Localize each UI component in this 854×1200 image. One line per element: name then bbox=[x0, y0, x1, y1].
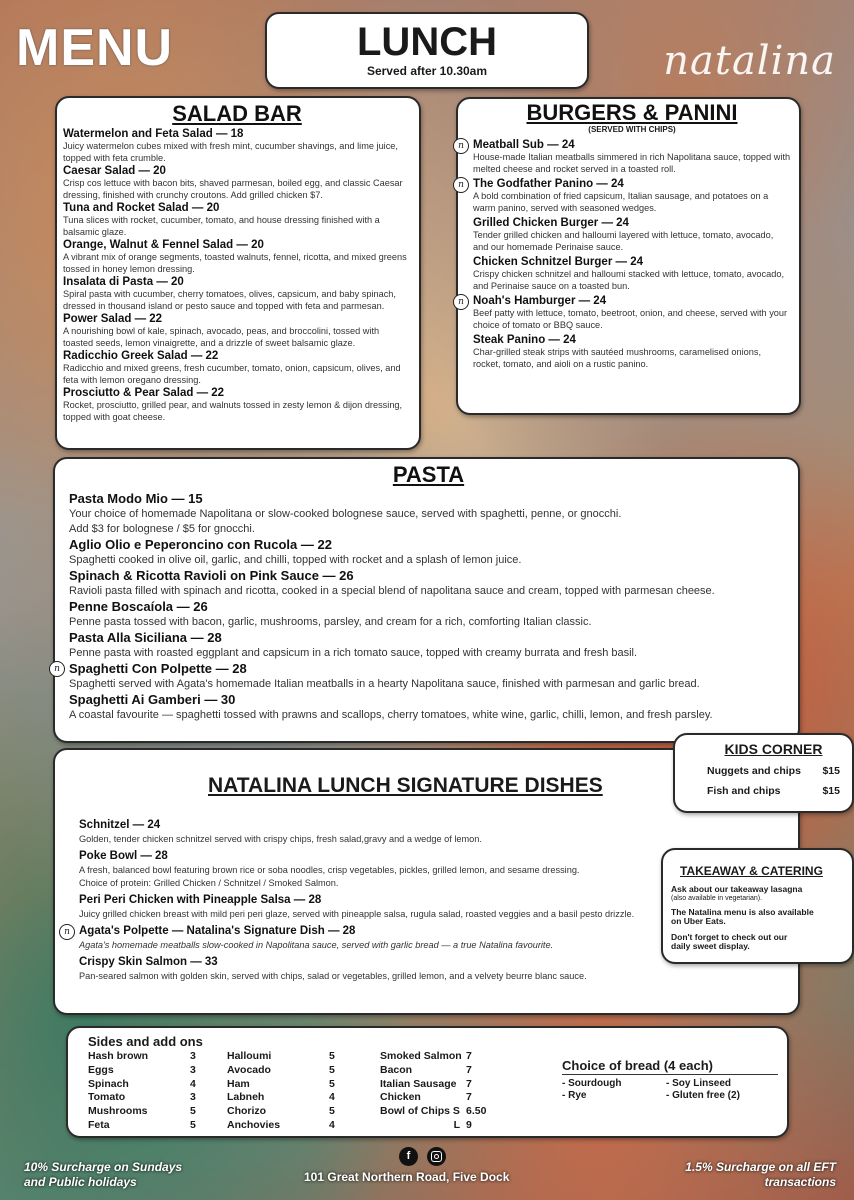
menu-item-description: Golden, tender chicken schnitzel served with crispy chips, fresh salad,gravy and a wedge of lemon. bbox=[79, 834, 482, 844]
sides-title: Sides and add ons bbox=[88, 1034, 203, 1049]
surcharge-line: 10% Surcharge on Sundays bbox=[24, 1160, 183, 1174]
menu-item-description: Pan-seared salmon with golden skin, served with chips, salad or vegetables, grilled lemon, and a velvety beurre blanc sauce. bbox=[79, 971, 587, 981]
menu-item bbox=[79, 849, 669, 890]
menu-item bbox=[69, 568, 788, 599]
menu-item-name: The Godfather Panino — 24 bbox=[473, 178, 624, 190]
menu-item-name: Aglio Olio e Peperoncino con Rucola — 22 bbox=[69, 537, 332, 552]
menu-item-description: Beef patty with lettuce, tomato, beetroot, onion, and cheese, served with your choice of tomato or BBQ sauce. bbox=[473, 308, 788, 330]
menu-item-description: Char-grilled steak strips with sautéed mushrooms, caramelised onions, rocket, tomato, and aioli on a rustic panino. bbox=[473, 347, 761, 369]
bread-title: Choice of bread (4 each) bbox=[562, 1058, 778, 1075]
menu-item-description: Agata's homemade meatballs slow-cooked in Napolitana sauce, served with garlic bread — a true Natalina favourite. bbox=[79, 940, 554, 950]
menu-item-description: Radicchio and mixed greens, fresh cucumber, tomato, onion, capsicum, olives, and feta with lemon oregano dressing. bbox=[63, 363, 401, 385]
burgers-panini-section bbox=[456, 97, 801, 415]
menu-item bbox=[69, 599, 788, 630]
salad-bar-section bbox=[55, 96, 421, 450]
menu-item bbox=[69, 630, 788, 661]
menu-item bbox=[69, 491, 788, 537]
kids-item-price: $15 bbox=[822, 765, 840, 777]
side-item-price: 9 bbox=[466, 1118, 472, 1131]
menu-item bbox=[63, 350, 411, 386]
bread-option: - Sourdough bbox=[562, 1078, 622, 1089]
side-item-name: Bacon bbox=[380, 1063, 413, 1076]
menu-item-description: Crisp cos lettuce with bacon bits, shaved parmesan, boiled egg, and classic Caesar dressing, finished with crunchy croutons. Add grilled chicken $7. bbox=[63, 178, 403, 200]
side-item-name: Anchovies bbox=[227, 1118, 281, 1131]
takeaway-title: TAKEAWAY & CATERING bbox=[680, 864, 823, 878]
menu-item bbox=[63, 239, 411, 275]
bread-row bbox=[562, 1090, 778, 1102]
surcharge-line: 1.5% Surcharge on all EFT bbox=[685, 1160, 836, 1174]
side-item-name: Ham bbox=[227, 1077, 250, 1090]
menu-item-description: Crispy chicken schnitzel and halloumi stacked with lettuce, tomato, avocado, and Perinaise sauce on a toasted bun. bbox=[473, 269, 784, 291]
side-item bbox=[88, 1078, 196, 1092]
menu-item bbox=[63, 128, 411, 164]
kids-title: KIDS CORNER bbox=[724, 741, 823, 757]
menu-item-description: A bold combination of fried capsicum, Italian sausage, and potatoes on a warm panino, served with seasoned wedges. bbox=[473, 191, 769, 213]
menu-item bbox=[69, 537, 788, 568]
menu-item-note: Add $3 for bolognese / $5 for gnocchi. bbox=[69, 523, 255, 535]
facebook-icon[interactable]: f bbox=[399, 1147, 418, 1166]
side-item bbox=[227, 1078, 335, 1092]
side-item bbox=[227, 1050, 335, 1064]
natalina-logo: natalina bbox=[663, 38, 836, 84]
side-item-name: Feta bbox=[88, 1118, 110, 1131]
menu-item-name: Prosciutto & Pear Salad — 22 bbox=[63, 387, 225, 399]
side-item-price: 7 bbox=[466, 1077, 472, 1090]
side-item-price: 3 bbox=[190, 1091, 196, 1104]
menu-item-name: Orange, Walnut & Fennel Salad — 20 bbox=[63, 239, 264, 251]
menu-item-description: A fresh, balanced bowl featuring brown rice or soba noodles, crisp vegetables, pickles, grilled lemon, and sesame dressing. bbox=[79, 865, 580, 875]
burgers-title: BURGERS & PANINI bbox=[526, 100, 738, 125]
side-item-price: 3 bbox=[190, 1050, 196, 1062]
menu-item bbox=[69, 692, 788, 723]
menu-item-description: House-made Italian meatballs simmered in rich Napolitana sauce, topped with melted cheese and rocket served in a toasted roll. bbox=[473, 152, 791, 174]
side-item-price: 7 bbox=[466, 1063, 472, 1076]
menu-item-description: A nourishing bowl of kale, spinach, avocado, peas, and broccolini, tossed with toasted seeds, lemon vinaigrette, and a drizzle of sweet balsamic glaze. bbox=[63, 326, 380, 348]
menu-title: MENU bbox=[16, 19, 174, 77]
menu-item-name: Poke Bowl — 28 bbox=[79, 850, 168, 862]
side-item-name: Hash brown bbox=[88, 1050, 149, 1062]
surcharge-line: and Public holidays bbox=[24, 1175, 137, 1189]
menu-item bbox=[79, 818, 669, 846]
side-item-name: Italian Sausage bbox=[380, 1077, 457, 1090]
menu-item-name: Watermelon and Feta Salad — 18 bbox=[63, 128, 244, 140]
side-item-name: Tomato bbox=[88, 1091, 126, 1104]
menu-item-name: Pasta Alla Siciliana — 28 bbox=[69, 630, 222, 645]
sides-addons-section bbox=[66, 1026, 789, 1138]
menu-item-description: A coastal favourite — spaghetti tossed with prawns and scallops, cherry tomatoes, white wine, garlic, chilli, lemon, and fresh parsley. bbox=[69, 709, 713, 721]
side-item bbox=[380, 1050, 486, 1064]
menu-item-name: Spaghetti Con Polpette — 28 bbox=[69, 661, 247, 676]
side-item-price: 5 bbox=[190, 1118, 196, 1131]
kids-item-name: Nuggets and chips bbox=[707, 765, 801, 777]
takeaway-note: (also available in vegetarian). bbox=[671, 894, 763, 902]
side-item bbox=[88, 1091, 196, 1105]
menu-item-name: Insalata di Pasta — 20 bbox=[63, 276, 184, 288]
side-item-name: Avocado bbox=[227, 1063, 271, 1076]
menu-item bbox=[63, 276, 411, 312]
sides-column bbox=[227, 1050, 335, 1133]
menu-item bbox=[64, 924, 669, 952]
menu-item-name: Noah's Hamburger — 24 bbox=[473, 295, 607, 307]
menu-item-name: Pasta Modo Mio — 15 bbox=[69, 491, 203, 506]
menu-item-name: Spinach & Ricotta Ravioli on Pink Sauce — 26 bbox=[69, 568, 354, 583]
sides-column bbox=[380, 1050, 486, 1133]
side-item-price: 4 bbox=[190, 1077, 196, 1090]
side-item bbox=[227, 1064, 335, 1078]
side-item-price: 5 bbox=[329, 1077, 335, 1090]
takeaway-line: The Natalina menu is also available bbox=[671, 906, 814, 917]
kids-item bbox=[707, 761, 840, 781]
menu-item-name: Caesar Salad — 20 bbox=[63, 165, 166, 177]
side-item-price: 4 bbox=[329, 1118, 335, 1131]
side-item bbox=[380, 1105, 486, 1119]
sides-column bbox=[88, 1050, 196, 1133]
menu-item-name: Power Salad — 22 bbox=[63, 313, 163, 325]
pasta-list bbox=[54, 491, 788, 723]
menu-item-name: Chicken Schnitzel Burger — 24 bbox=[473, 256, 643, 268]
lunch-subtitle: Served after 10.30am bbox=[366, 64, 488, 78]
natalina-signature-icon: n bbox=[453, 177, 469, 193]
side-item bbox=[380, 1119, 486, 1133]
menu-item-name: Penne Boscaíola — 26 bbox=[69, 599, 208, 614]
pasta-title: PASTA bbox=[392, 462, 465, 487]
menu-item-description: A vibrant mix of orange segments, toasted walnuts, fennel, ricotta, and mixed greens tossed in honey lemon dressing. bbox=[63, 252, 407, 274]
side-item bbox=[88, 1064, 196, 1078]
menu-item bbox=[54, 661, 788, 692]
menu-item bbox=[458, 294, 791, 331]
bread-option: - Soy Linseed bbox=[666, 1078, 732, 1089]
menu-item-name: Grilled Chicken Burger — 24 bbox=[473, 217, 629, 229]
side-item-price: 5 bbox=[329, 1050, 335, 1062]
side-item bbox=[380, 1078, 486, 1092]
pasta-section bbox=[53, 457, 800, 743]
salad-bar-title: SALAD BAR bbox=[172, 101, 302, 126]
menu-item-note: Choice of protein: Grilled Chicken / Schnitzel / Smoked Salmon. bbox=[79, 878, 339, 888]
menu-item-description: Your choice of homemade Napolitana or slow-cooked bolognese sauce, served with spaghetti, penne, or gnocchi. bbox=[69, 508, 622, 520]
side-item-name: Chorizo bbox=[227, 1105, 267, 1118]
natalina-signature-icon: n bbox=[59, 924, 75, 940]
side-item-name: L bbox=[453, 1118, 460, 1131]
side-item-name: Mushrooms bbox=[88, 1105, 148, 1118]
menu-item-name: Radicchio Greek Salad — 22 bbox=[63, 350, 219, 362]
signature-title: NATALINA LUNCH SIGNATURE DISHES bbox=[208, 774, 603, 797]
side-item-name: Chicken bbox=[380, 1091, 421, 1104]
menu-item bbox=[79, 893, 669, 921]
menu-item-description: Penne pasta tossed with bacon, garlic, mushrooms, parsley, and cream for a rich, comforting Italian classic. bbox=[69, 616, 592, 628]
side-item bbox=[88, 1105, 196, 1119]
side-item-price: 5 bbox=[329, 1105, 335, 1118]
takeaway-line: daily sweet display. bbox=[671, 941, 750, 951]
takeaway-catering-section bbox=[661, 848, 854, 964]
lunch-title: LUNCH bbox=[357, 20, 497, 64]
side-item-price: 3 bbox=[190, 1063, 196, 1076]
side-item bbox=[380, 1091, 486, 1105]
side-item-price: 7 bbox=[466, 1091, 472, 1104]
side-item-name: Bowl of Chips S bbox=[380, 1105, 460, 1118]
side-item-name: Labneh bbox=[227, 1091, 265, 1104]
takeaway-line: Ask about our takeaway lasagna bbox=[671, 884, 803, 894]
side-item-price: 6.50 bbox=[466, 1105, 487, 1118]
bread-option: - Rye bbox=[562, 1090, 587, 1101]
menu-item bbox=[63, 202, 411, 238]
menu-item-name: Crispy Skin Salmon — 33 bbox=[79, 956, 218, 968]
menu-item bbox=[458, 138, 791, 175]
menu-item bbox=[473, 255, 791, 292]
menu-item-name: Tuna and Rocket Salad — 20 bbox=[63, 202, 220, 214]
side-item-name: Smoked Salmon bbox=[380, 1050, 462, 1062]
menu-item-name: Meatball Sub — 24 bbox=[473, 139, 575, 151]
burgers-list bbox=[458, 138, 791, 370]
menu-item-name: Agata's Polpette — Natalina's Signature Dish — 28 bbox=[79, 925, 356, 937]
menu-item-description: Spaghetti cooked in olive oil, garlic, and chilli, topped with rocket and a splash of lemon juice. bbox=[69, 554, 522, 566]
address: 101 Great Northern Road, Five Dock bbox=[304, 1170, 510, 1184]
bread-row bbox=[562, 1078, 778, 1090]
natalina-signature-icon: n bbox=[453, 294, 469, 310]
side-item-name: Halloumi bbox=[227, 1050, 272, 1062]
menu-item-description: Penne pasta with roasted eggplant and capsicum in a rich tomato sauce, topped with creamy burrata and fresh basil. bbox=[69, 647, 638, 659]
salad-list bbox=[63, 128, 411, 423]
side-item bbox=[227, 1119, 335, 1133]
menu-item bbox=[473, 216, 791, 253]
side-item-price: 7 bbox=[466, 1050, 472, 1062]
menu-item-description: Rocket, prosciutto, grilled pear, and walnuts tossed in zesty lemon & dijon dressing, topped with goat cheese. bbox=[63, 400, 403, 422]
surcharge-line: transactions bbox=[764, 1175, 836, 1189]
side-item bbox=[380, 1064, 486, 1078]
menu-item-name: Spaghetti Ai Gamberi — 30 bbox=[69, 692, 236, 707]
menu-item bbox=[458, 177, 791, 214]
menu-item bbox=[63, 165, 411, 201]
natalina-signature-icon: n bbox=[49, 661, 65, 677]
sunday-surcharge-note bbox=[24, 1160, 182, 1190]
menu-item-description: Spiral pasta with cucumber, cherry tomatoes, olives, capsicum, and baby spinach, dressed in thousand island or pesto sauce and topped with feta and parmesan. bbox=[63, 289, 396, 311]
menu-item-description: Spaghetti served with Agata's homemade Italian meatballs in a hearty Napolitana sauce, finished with parmesan and garlic bread. bbox=[69, 678, 700, 690]
takeaway-line: on Uber Eats. bbox=[671, 916, 726, 926]
natalina-signature-icon: n bbox=[453, 138, 469, 154]
bread-option: - Gluten free (2) bbox=[666, 1090, 740, 1101]
menu-item-description: Juicy watermelon cubes mixed with fresh mint, cucumber shavings, and lime juice, topped with feta crumble. bbox=[63, 141, 398, 163]
menu-item-description: Tender grilled chicken and halloumi layered with lettuce, tomato, avocado, and our homemade Perinaise sauce. bbox=[473, 230, 774, 252]
bread-choice bbox=[562, 1058, 778, 1102]
menu-item bbox=[63, 387, 411, 423]
kids-item bbox=[707, 781, 840, 801]
instagram-icon[interactable] bbox=[427, 1147, 446, 1166]
side-item-price: 5 bbox=[190, 1105, 196, 1118]
lunch-header bbox=[265, 12, 589, 89]
menu-item-description: Juicy grilled chicken breast with mild peri peri glaze, served with pineapple salsa, rugula salad, roasted veggies and a basil pesto drizzle. bbox=[79, 909, 635, 919]
side-item-name: Spinach bbox=[88, 1077, 129, 1090]
menu-item-name: Steak Panino — 24 bbox=[473, 334, 576, 346]
side-item-name: Eggs bbox=[88, 1063, 114, 1076]
eft-surcharge-note bbox=[685, 1160, 836, 1190]
kids-item-price: $15 bbox=[822, 785, 840, 797]
signature-list bbox=[64, 818, 669, 986]
side-item-price: 4 bbox=[329, 1091, 335, 1104]
side-item-price: 5 bbox=[329, 1063, 335, 1076]
menu-item-name: Schnitzel — 24 bbox=[79, 819, 161, 831]
menu-item bbox=[473, 333, 791, 370]
burgers-subtitle: (SERVED WITH CHIPS) bbox=[588, 125, 676, 134]
side-item bbox=[88, 1050, 196, 1064]
takeaway-line: Don't forget to check out our bbox=[671, 931, 788, 942]
side-item bbox=[227, 1091, 335, 1105]
menu-item-name: Peri Peri Chicken with Pineapple Salsa — 28 bbox=[79, 894, 322, 906]
side-item bbox=[227, 1105, 335, 1119]
menu-item-description: Tuna slices with rocket, cucumber, tomato, and house dressing finished with a balsamic glaze. bbox=[63, 215, 380, 237]
side-item bbox=[88, 1119, 196, 1133]
kids-corner-section bbox=[673, 733, 854, 813]
menu-item bbox=[63, 313, 411, 349]
menu-item bbox=[79, 955, 669, 983]
menu-item-description: Ravioli pasta filled with spinach and ricotta, cooked in a special blend of napolitana sauce and cream, topped with parmesan cheese. bbox=[69, 585, 715, 597]
kids-item-name: Fish and chips bbox=[707, 785, 781, 797]
